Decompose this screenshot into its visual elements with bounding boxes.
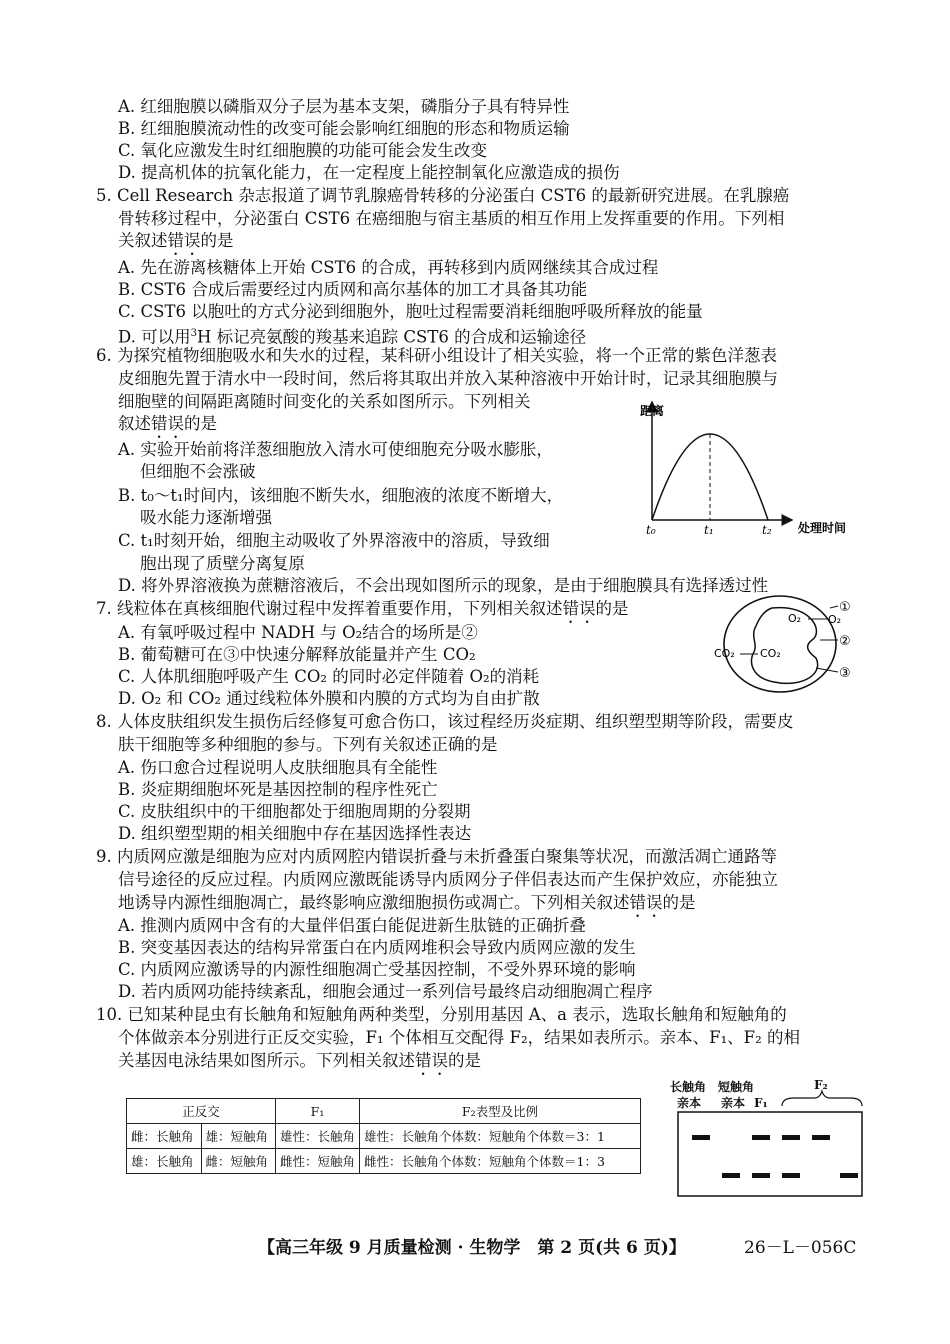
q5-stem-line-3: 关叙述错误的是 xyxy=(118,231,234,250)
cross-results-table xyxy=(126,1098,641,1174)
pointer-1 xyxy=(830,606,838,608)
x-axis-label: 处理时间 xyxy=(798,521,847,535)
q6-stem-line-3: 细胞壁的间隔距离随时间变化的关系如图所示。下列相关 xyxy=(118,392,531,411)
gel-band xyxy=(782,1173,800,1178)
q7-option-c: C. 人体肌细胞呼吸产生 CO₂ 的同时必定伴随着 O₂的消耗 xyxy=(118,667,540,686)
q8-stem-line-2: 肤干细胞等多种细胞的参与。下列有关叙述正确的是 xyxy=(118,735,498,754)
table-cell: 雌性：短触角 xyxy=(276,1149,360,1174)
q7-option-a: A. 有氧呼吸过程中 NADH 与 O₂结合的场所是② xyxy=(118,623,478,642)
table-row xyxy=(127,1124,641,1149)
o2-outer-label: O₂ xyxy=(828,613,842,626)
gel-label-long: 长触角 xyxy=(670,1080,707,1094)
q5-option-a: A. 先在游离核糖体上开始 CST6 的合成，再转移到内质网继续其合成过程 xyxy=(118,258,659,277)
q8-option-b: B. 炎症期细胞坏死是基因控制的程序性死亡 xyxy=(118,780,438,799)
electrophoresis-gel xyxy=(676,1088,866,1200)
label-2: ② xyxy=(839,634,851,649)
gel-label-f1: F₁ xyxy=(754,1096,768,1110)
emphasis-wrong: 错误 xyxy=(151,414,184,433)
gel-label-f2: F₂ xyxy=(814,1078,828,1092)
page-footer-code: 26－L－056C xyxy=(744,1238,857,1258)
emphasis-wrong: 错误 xyxy=(629,893,663,912)
table-cell: 雄：长触角 xyxy=(127,1149,202,1174)
emphasis-wrong: 错误 xyxy=(167,231,201,250)
table-header: 正反交 xyxy=(127,1099,276,1124)
q5-option-c: C. CST6 以胞吐的方式分泌到细胞外，胞吐过程需要消耗细胞呼吸所释放的能量 xyxy=(118,302,703,321)
q7-stem: 7. 线粒体在真核细胞代谢过程中发挥着重要作用，下列相关叙述错误的是 xyxy=(96,599,629,618)
q7-option-b: B. 葡萄糖可在③中快速分解释放能量并产生 CO₂ xyxy=(118,645,476,664)
q9-option-d: D. 若内质网功能持续紊乱，细胞会通过一系列信号最终启动细胞凋亡程序 xyxy=(118,982,653,1001)
q9-option-c: C. 内质网应激诱导的内源性细胞凋亡受基因控制，不受外界环境的影响 xyxy=(118,960,636,979)
mitochondrion-diagram xyxy=(712,592,862,702)
gel-band xyxy=(782,1135,800,1140)
tick-t2: t₂ xyxy=(762,523,772,537)
table-header-row xyxy=(127,1099,641,1124)
y-axis-label: 距离 xyxy=(640,404,665,418)
q10-stem-line-2: 个体做亲本分别进行正反交实验，F₁ 个体相互交配得 F₂，结果如表所示。亲本、F₁、F₂ 的相 xyxy=(118,1028,800,1047)
q6-option-d: D. 将外界溶液换为蔗糖溶液后，不会出现如图所示的现象，是由于细胞膜具有选择透过性 xyxy=(118,576,769,595)
q6-option-c-2: 胞出现了质壁分离复原 xyxy=(140,554,305,573)
label-3: ③ xyxy=(839,666,851,681)
q6-option-b-1: B. t₀～t₁时间内，该细胞不断失水，细胞液的浓度不断增大， xyxy=(118,486,564,505)
table-cell: 雄性：长触角 xyxy=(276,1124,360,1149)
q7-option-d: D. O₂ 和 CO₂ 通过线粒体外膜和内膜的方式均为自由扩散 xyxy=(118,689,540,708)
q4-option-c: C. 氧化应激发生时红细胞膜的功能可能会发生改变 xyxy=(118,141,488,160)
q10-stem-line-3: 关基因电泳结果如图所示。下列相关叙述错误的是 xyxy=(118,1051,481,1070)
table-header: F₂表型及比例 xyxy=(360,1099,641,1124)
emphasis-wrong: 错误 xyxy=(562,599,596,618)
q5-option-b: B. CST6 合成后需要经过内质网和高尔基体的加工才具备其功能 xyxy=(118,280,588,299)
q5-option-d: D. 可以用$^3$H 标记亮氨酸的羧基来追踪 CST6 的合成和运输途径 xyxy=(118,327,587,347)
label-1: ① xyxy=(839,600,851,615)
co2-outer-label: CO₂ xyxy=(714,647,735,660)
q4-option-d: D. 提高机体的抗氧化能力，在一定程度上能控制氧化应激造成的损伤 xyxy=(118,163,620,182)
f2-brace xyxy=(782,1091,862,1106)
gel-band xyxy=(840,1173,858,1178)
gel-band xyxy=(752,1173,770,1178)
gel-label-short: 短触角 xyxy=(718,1080,755,1094)
o2-inner-label: O₂ xyxy=(788,612,802,625)
q9-stem-line-1: 9. 内质网应激是细胞为应对内质网腔内错误折叠与未折叠蛋白聚集等状况，而激活凋亡通路等 xyxy=(96,847,777,866)
q6-option-b-2: 吸水能力逐渐增强 xyxy=(140,508,272,527)
page-footer-title: 【高三年级 9 月质量检测 · 生物学 第 2 页(共 6 页)】 xyxy=(258,1238,686,1258)
q5-stem-line-1: 5. Cell Research 杂志报道了调节乳腺癌骨转移的分泌蛋白 CST6 的最新研究进展。在乳腺癌 xyxy=(96,186,790,205)
gel-band xyxy=(812,1135,830,1140)
gel-label-parent-1: 亲本 xyxy=(677,1096,702,1110)
gel-band xyxy=(752,1135,770,1140)
tick-t0: t₀ xyxy=(646,523,656,537)
table-cell: 雄：短触角 xyxy=(201,1124,276,1149)
q6-stem-line-2: 皮细胞先置于清水中一段时间，然后将其取出并放入某种溶液中开始计时，记录其细胞膜与 xyxy=(118,369,778,388)
q8-stem-line-1: 8. 人体皮肤组织发生损伤后经修复可愈合伤口，该过程经历炎症期、组织塑型期等阶段，需要皮 xyxy=(96,712,794,731)
q9-stem-line-2: 信号途径的反应过程。内质网应激既能诱导内质网分子伴侣表达而产生保护效应，亦能独立 xyxy=(118,870,778,889)
q5-stem-line-2: 骨转移过程中，分泌蛋白 CST6 在癌细胞与宿主基质的相互作用上发挥重要的作用。下列相 xyxy=(118,209,785,228)
q9-option-b: B. 突变基因表达的结构异常蛋白在内质网堆积会导致内质网应激的发生 xyxy=(118,938,636,957)
table-row xyxy=(127,1149,641,1174)
q8-option-c: C. 皮肤组织中的干细胞都处于细胞周期的分裂期 xyxy=(118,802,471,821)
outer-membrane xyxy=(724,596,836,692)
q4-option-a: A. 红细胞膜以磷脂双分子层为基本支架，磷脂分子具有特异性 xyxy=(118,97,570,116)
q6-option-c-1: C. t₁时刻开始，细胞主动吸收了外界溶液中的溶质，导致细 xyxy=(118,531,550,550)
gel-band xyxy=(722,1173,740,1178)
gel-label-parent-2: 亲本 xyxy=(721,1096,746,1110)
table-header: F₁ xyxy=(276,1099,360,1124)
inner-membrane xyxy=(751,608,817,684)
q6-option-a-2: 但细胞不会涨破 xyxy=(140,462,256,481)
q8-option-d: D. 组织塑型期的相关细胞中存在基因选择性表达 xyxy=(118,824,472,843)
table-cell: 雌性：长触角个体数：短触角个体数＝1：3 xyxy=(360,1149,641,1174)
q6-stem-line-1: 6. 为探究植物细胞吸水和失水的过程，某科研小组设计了相关实验，将一个正常的紫色洋葱表 xyxy=(96,346,777,365)
q9-option-a: A. 推测内质网中含有的大量伴侣蛋白能促进新生肽链的正确折叠 xyxy=(118,916,586,935)
q6-distance-time-graph xyxy=(640,396,860,546)
co2-inner-label: CO₂ xyxy=(760,647,781,660)
table-cell: 雌：短触角 xyxy=(201,1149,276,1174)
q6-option-a-1: A. 实验开始前将洋葱细胞放入清水可使细胞充分吸水膨胀， xyxy=(118,440,553,459)
q9-stem-line-3: 地诱导内源性细胞凋亡，最终影响应激细胞损伤或凋亡。下列相关叙述错误的是 xyxy=(118,893,696,912)
table-cell: 雄性：长触角个体数：短触角个体数＝3：1 xyxy=(360,1124,641,1149)
q8-option-a: A. 伤口愈合过程说明人皮肤细胞具有全能性 xyxy=(118,758,438,777)
emphasis-wrong: 错误 xyxy=(415,1051,448,1070)
q6-stem-line-4: 叙述错误的是 xyxy=(118,414,217,433)
gel-box xyxy=(678,1112,862,1196)
tick-t1: t₁ xyxy=(704,523,714,537)
q10-stem-line-1: 10. 已知某种昆虫有长触角和短触角两种类型，分别用基因 A、a 表示，选取长触角和短触角的 xyxy=(96,1005,787,1024)
table-cell: 雌：长触角 xyxy=(127,1124,202,1149)
gel-band xyxy=(692,1135,710,1140)
q4-option-b: B. 红细胞膜流动性的改变可能会影响红细胞的形态和物质运输 xyxy=(118,119,570,138)
